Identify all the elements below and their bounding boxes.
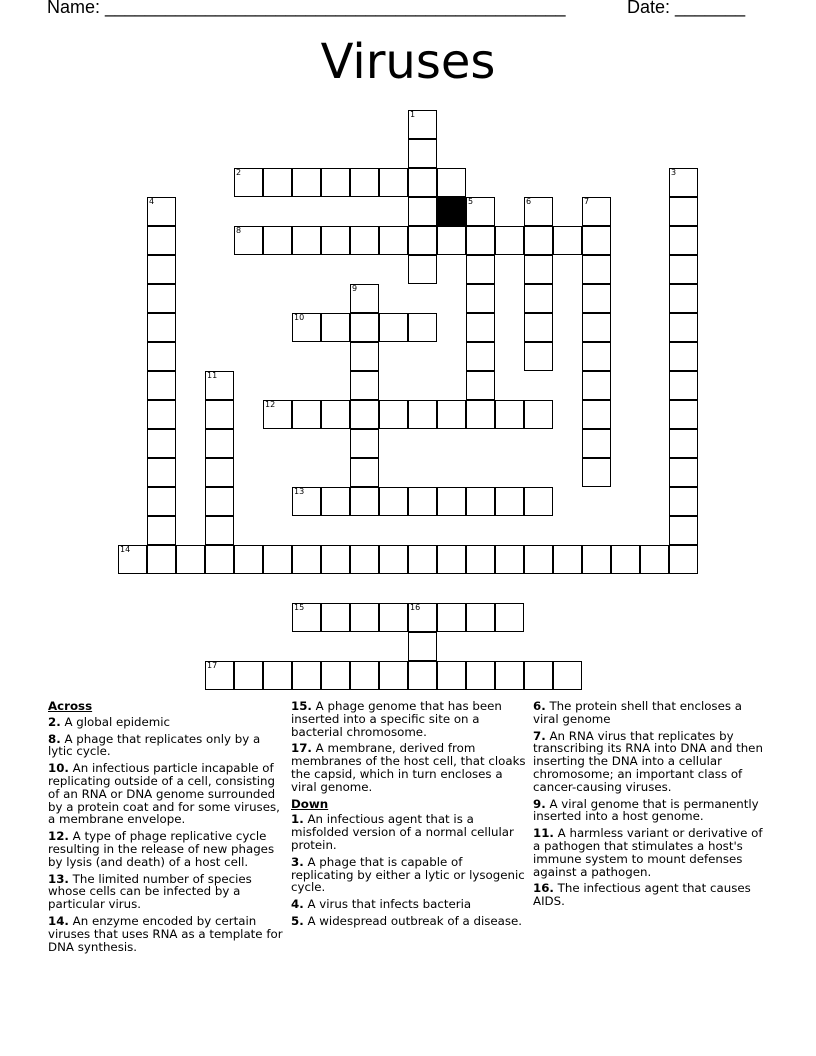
cell-number: 14 [120,545,131,554]
grid-cell[interactable] [292,313,321,342]
grid-cell[interactable] [524,255,553,284]
cell-number: 7 [584,197,590,206]
grid-cell[interactable] [582,226,611,255]
grid-cell[interactable] [350,226,379,255]
grid-cell[interactable] [437,661,466,690]
grid-cell[interactable] [582,313,611,342]
grid-cell[interactable] [350,458,379,487]
grid-cell[interactable] [205,661,234,690]
grid-cell[interactable] [669,545,698,574]
grid-cell[interactable] [321,545,350,574]
grid-cell[interactable] [437,545,466,574]
grid-cell[interactable] [205,545,234,574]
grid-cell[interactable] [582,429,611,458]
grid-cell[interactable] [147,516,176,545]
grid-cell[interactable] [205,371,234,400]
grid-cell[interactable] [582,342,611,371]
clue-across-17: 17. A membrane, derived from membranes of the host cell, that cloaks the capsid, which in turn encloses a viral genome. [291,741,526,794]
grid-cell[interactable] [408,110,437,139]
grid-cell[interactable] [147,197,176,226]
grid-cell[interactable] [495,603,524,632]
grid-cell[interactable] [466,284,495,313]
grid-cell[interactable] [408,400,437,429]
grid-cell[interactable] [669,197,698,226]
grid-cell[interactable] [263,661,292,690]
cell-number: 9 [352,284,358,293]
grid-cell[interactable] [524,400,553,429]
grid-cell[interactable] [147,342,176,371]
grid-cell[interactable] [466,400,495,429]
grid-cell[interactable] [669,284,698,313]
grid-cell[interactable] [524,226,553,255]
grid-cell[interactable] [524,545,553,574]
grid-cell[interactable] [669,371,698,400]
grid-cell[interactable] [582,545,611,574]
grid-cell[interactable] [524,342,553,371]
cell-number: 12 [265,400,276,409]
grid-cell[interactable] [292,226,321,255]
grid-cell[interactable] [408,226,437,255]
grid-cell[interactable] [669,226,698,255]
grid-cell[interactable] [408,197,437,226]
grid-cell[interactable] [350,545,379,574]
clue-across-2: 2. A global epidemic [48,714,171,729]
grid-cell[interactable] [321,313,350,342]
grid-cell[interactable] [205,400,234,429]
grid-cell[interactable] [553,545,582,574]
grid-cell[interactable] [669,255,698,284]
grid-cell[interactable] [263,545,292,574]
grid-cell[interactable] [147,400,176,429]
clue-down-9: 9. A viral genome that is permanently inserted into a host genome. [533,796,759,824]
grid-cell[interactable] [437,226,466,255]
cell-number: 3 [671,168,677,177]
cell-number: 11 [207,371,218,380]
clue-down-5: 5. A widespread outbreak of a disease. [291,913,523,928]
clue-down-6: 6. The protein shell that encloses a viral genome [533,699,742,726]
grid-cell[interactable] [147,255,176,284]
grid-cell[interactable] [582,255,611,284]
grid-cell[interactable] [669,313,698,342]
grid-cell[interactable] [379,400,408,429]
grid-cell[interactable] [379,603,408,632]
grid-cell[interactable] [553,226,582,255]
grid-cell[interactable] [524,487,553,516]
grid-cell[interactable] [321,226,350,255]
clue-column-2 [291,700,527,932]
clue-column-3 [533,700,769,912]
grid-cell[interactable] [408,545,437,574]
grid-cell[interactable] [147,371,176,400]
grid-cell[interactable] [466,545,495,574]
clue-column-1 [48,700,284,957]
grid-cell[interactable] [350,284,379,313]
grid-cell[interactable] [669,487,698,516]
cell-number: 16 [410,603,421,612]
clue-down-3: 3. A phage that is capable of replicating by either a lytic or lysogenic cycle. [291,854,525,895]
grid-cell[interactable] [408,168,437,197]
clue-across-13: 13. The limited number of species whose cells can be infected by a particular virus. [48,871,252,912]
grid-cell[interactable] [611,545,640,574]
grid-cell[interactable] [379,487,408,516]
grid-cell[interactable] [147,313,176,342]
grid-cell[interactable] [669,516,698,545]
grid-cell[interactable] [553,661,582,690]
clue-down-7: 7. An RNA virus that replicates by transcribing its RNA into DNA and then inserting the DNA into a cellular chromosome; an important class of cancer-causing viruses. [533,728,763,794]
grid-cell[interactable] [466,371,495,400]
grid-cell[interactable] [379,313,408,342]
grid-cell[interactable] [321,168,350,197]
grid-cell[interactable] [205,516,234,545]
clue-across-10: 10. An infectious particle incapable of replicating outside of a cell, consisting of an RNA or DNA genome surrounded by a protein coat and for some viruses, a membrane envelope. [48,761,280,827]
grid-cell[interactable] [408,632,437,661]
grid-cell[interactable] [524,197,553,226]
cell-number: 6 [526,197,532,206]
grid-cell[interactable] [292,661,321,690]
grid-cell[interactable] [466,661,495,690]
grid-cell[interactable] [350,429,379,458]
grid-cell[interactable] [350,400,379,429]
puzzle-title: Viruses [320,34,496,90]
clue-down-16: 16. The infectious agent that causes AIDS. [533,881,751,909]
clue-down-11: 11. A harmless variant or derivative of a pathogen that stimulates a host's immune system to mount defenses against a pathogen. [533,826,763,879]
grid-cell[interactable] [379,661,408,690]
grid-cell[interactable] [118,545,147,574]
grid-cell[interactable] [234,545,263,574]
cell-number: 10 [294,313,305,322]
grid-cell[interactable] [292,603,321,632]
cell-number: 8 [236,226,242,235]
grid-cell[interactable] [350,313,379,342]
grid-cell[interactable] [205,487,234,516]
cell-number: 1 [410,110,416,119]
grid-cell[interactable] [263,400,292,429]
grid-cell[interactable] [147,226,176,255]
grid-cell[interactable] [234,226,263,255]
down-heading: Down [291,796,329,811]
grid-cell[interactable] [466,487,495,516]
grid-cell[interactable] [379,168,408,197]
grid-cell[interactable] [176,545,205,574]
grid-block [437,197,466,226]
grid-cell[interactable] [408,313,437,342]
cell-number: 5 [468,197,474,206]
grid-cell[interactable] [466,226,495,255]
grid-cell[interactable] [205,429,234,458]
grid-cell[interactable] [495,400,524,429]
grid-cell[interactable] [466,342,495,371]
grid-cell[interactable] [408,487,437,516]
grid-cell[interactable] [147,458,176,487]
grid-cell[interactable] [669,429,698,458]
grid-cell[interactable] [321,400,350,429]
grid-cell[interactable] [234,168,263,197]
grid-cell[interactable] [147,284,176,313]
grid-cell[interactable] [437,400,466,429]
grid-cell[interactable] [524,313,553,342]
grid-cell[interactable] [408,139,437,168]
grid-cell[interactable] [292,545,321,574]
grid-cell[interactable] [350,168,379,197]
grid-cell[interactable] [263,168,292,197]
grid-cell[interactable] [292,168,321,197]
grid-cell[interactable] [263,226,292,255]
grid-cell[interactable] [437,168,466,197]
grid-cell[interactable] [350,661,379,690]
date-field[interactable]: Date: _______ [627,0,746,17]
grid-cell[interactable] [582,400,611,429]
grid-cell[interactable] [495,661,524,690]
name-field[interactable]: Name: ______________________________________________ [47,0,566,17]
grid-cell[interactable] [350,603,379,632]
grid-cell[interactable] [408,603,437,632]
grid-cell[interactable] [524,661,553,690]
cell-number: 2 [236,168,242,177]
grid-cell[interactable] [466,313,495,342]
grid-cell[interactable] [147,545,176,574]
grid-cell[interactable] [640,545,669,574]
grid-cell[interactable] [292,487,321,516]
cell-number: 4 [149,197,155,206]
grid-cell[interactable] [582,458,611,487]
grid-cell[interactable] [495,545,524,574]
grid-cell[interactable] [669,458,698,487]
clue-down-1: 1. An infectious agent that is a misfolded version of a normal cellular protein. [291,812,514,852]
clue-across-15: 15. A phage genome that has been inserted into a specific site on a bacterial chromosome. [291,699,502,739]
grid-cell[interactable] [408,255,437,284]
grid-cell[interactable] [379,545,408,574]
across-heading: Across [48,699,93,713]
clue-across-8: 8. A phage that replicates only by a lytic cycle. [48,731,261,759]
grid-cell[interactable] [321,487,350,516]
cell-number: 17 [207,661,218,670]
grid-cell[interactable] [437,603,466,632]
grid-cell[interactable] [582,197,611,226]
grid-cell[interactable] [466,197,495,226]
grid-cell[interactable] [379,226,408,255]
cell-number: 15 [294,603,305,612]
grid-cell[interactable] [582,371,611,400]
grid-cell[interactable] [350,487,379,516]
grid-cell[interactable] [408,661,437,690]
grid-cell[interactable] [669,342,698,371]
grid-cell[interactable] [350,371,379,400]
grid-cell[interactable] [466,255,495,284]
grid-cell[interactable] [524,284,553,313]
grid-cell[interactable] [147,429,176,458]
clue-across-12: 12. A type of phage replicative cycle resulting in the release of new phages by lysis (and death) of a host cell. [48,829,275,869]
grid-cell[interactable] [669,400,698,429]
clue-across-14: 14. An enzyme encoded by certain viruses that uses RNA as a template for DNA synthesis. [48,913,283,954]
grid-cell[interactable] [437,487,466,516]
cell-number: 13 [294,487,305,496]
grid-cell[interactable] [234,661,263,690]
grid-cell[interactable] [321,603,350,632]
grid-cell[interactable] [466,603,495,632]
grid-cell[interactable] [582,284,611,313]
grid-cell[interactable] [495,487,524,516]
grid-cell[interactable] [495,226,524,255]
grid-cell[interactable] [205,458,234,487]
grid-cell[interactable] [350,342,379,371]
grid-cell[interactable] [292,400,321,429]
grid-cell[interactable] [321,661,350,690]
clue-down-4: 4. A virus that infects bacteria [291,897,472,912]
grid-cell[interactable] [147,487,176,516]
grid-cell[interactable] [669,168,698,197]
